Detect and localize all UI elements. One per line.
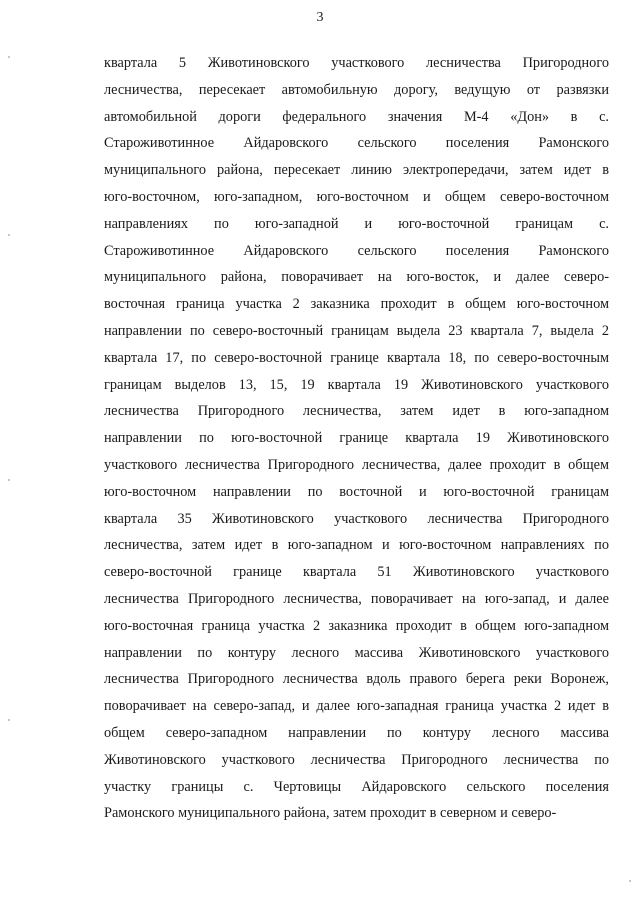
scan-speck <box>8 479 10 481</box>
text-line-19: лесничества, затем идет в юго-западном и юго-восточном направлениях по <box>104 537 609 554</box>
text-line-27: Животиновского участкового лесничества Пригородного лесничества по <box>104 751 609 768</box>
text-line-18: квартала 35 Животиновского участкового лесничества Пригородного <box>104 510 609 527</box>
text-line-9: муниципального района, поворачивает на юго-восток, и далее северо- <box>104 269 609 286</box>
text-line-23: направлении по контуру лесного массива Животиновского участкового <box>104 644 609 661</box>
text-line-3: автомобильной дороги федерального значения М-4 «Дон» в с. <box>104 108 609 125</box>
text-line-13: границам выделов 13, 15, 19 квартала 19 Животиновского участкового <box>104 376 609 393</box>
text-line-26: общем северо-западном направлении по контуру лесного массива <box>104 724 609 741</box>
text-line-6: юго-восточном, юго-западном, юго-восточном и общем северо-восточном <box>104 188 609 205</box>
text-line-8: Староживотинное Айдаровского сельского поселения Рамонского <box>104 242 609 259</box>
text-line-17: юго-восточном направлении по восточной и юго-восточной границам <box>104 483 609 500</box>
text-line-29: Рамонского муниципального района, затем проходит в северном и северо- <box>104 805 557 822</box>
text-line-7: направлениях по юго-западной и юго-восточной границам с. <box>104 215 609 232</box>
text-line-24: лесничества Пригородного лесничества вдоль правого берега реки Воронеж, <box>104 671 609 688</box>
page-number: 3 <box>316 10 324 25</box>
text-line-15: направлении по юго-восточной границе квартала 19 Животиновского <box>104 430 609 447</box>
body-text <box>104 51 609 828</box>
text-line-22: юго-восточная граница участка 2 заказника проходит в общем юго-западном <box>104 617 609 634</box>
text-line-16: участкового лесничества Пригородного лесничества, далее проходит в общем <box>104 456 609 473</box>
scan-speck <box>8 719 10 721</box>
scan-speck <box>629 880 631 882</box>
text-line-21: лесничества Пригородного лесничества, поворачивает на юго-запад, и далее <box>104 590 609 607</box>
scan-speck <box>8 56 10 58</box>
text-line-28: участку границы с. Чертовицы Айдаровского сельского поселения <box>104 778 609 795</box>
text-line-12: квартала 17, по северо-восточной границе квартала 18, по северо-восточным <box>104 349 609 366</box>
text-line-10: восточная граница участка 2 заказника проходит в общем юго-восточном <box>104 296 609 313</box>
text-line-25: поворачивает на северо-запад, и далее юго-западная граница участка 2 идет в <box>104 698 609 715</box>
text-line-4: Староживотинное Айдаровского сельского поселения Рамонского <box>104 135 609 152</box>
text-line-5: муниципального района, пересекает линию электропередачи, затем идет в <box>104 162 609 179</box>
text-line-11: направлении по северо-восточный границам выдела 23 квартала 7, выдела 2 <box>104 322 609 339</box>
text-line-20: северо-восточной границе квартала 51 Животиновского участкового <box>104 564 609 581</box>
text-line-14: лесничества Пригородного лесничества, затем идет в юго-западном <box>104 403 609 420</box>
text-line-1: квартала 5 Животиновского участкового лесничества Пригородного <box>104 55 609 71</box>
text-line-2: лесничества, пересекает автомобильную дорогу, ведущую от развязки <box>104 81 609 98</box>
scan-speck <box>8 234 10 236</box>
